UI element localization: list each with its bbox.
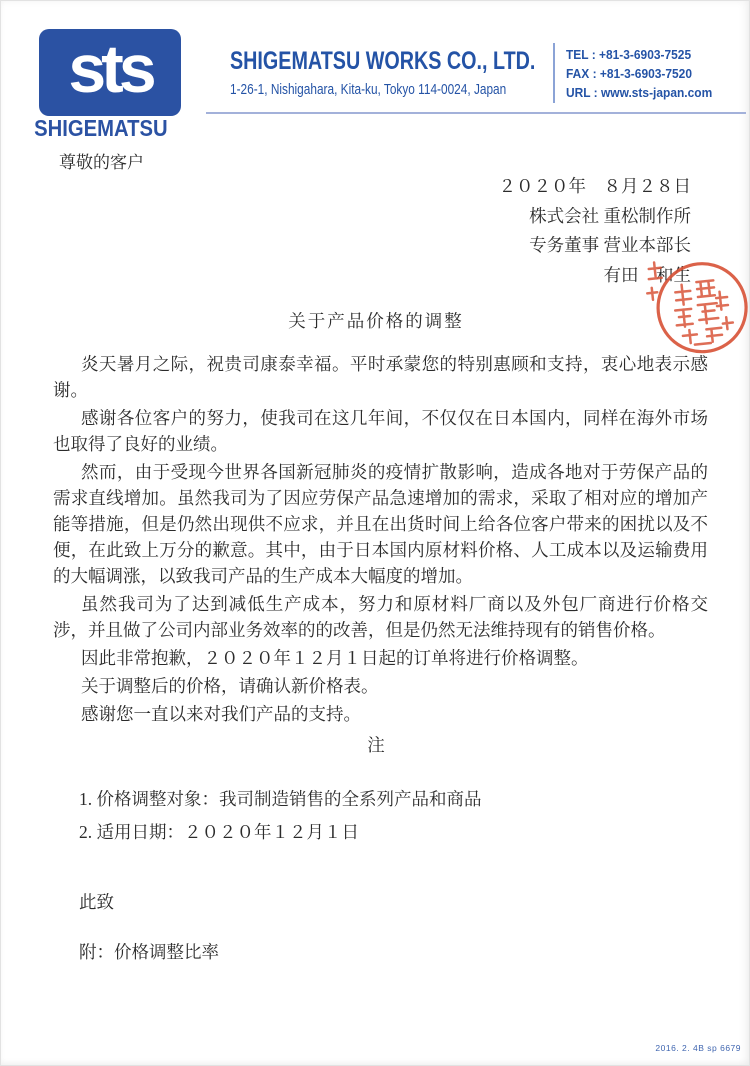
company-address: 1-26-1, Nishigahara, Kita-ku, Tokyo 114-0024, Japan — [230, 81, 507, 98]
sender-title: 专务董事 营业本部长 — [529, 235, 691, 255]
header-rule — [206, 112, 746, 114]
paragraph: 关于调整后的价格，请确认新价格表。 — [81, 676, 379, 696]
contact-fax: FAX : +81-3-6903-7520 — [566, 66, 692, 81]
sts-logo — [39, 29, 181, 116]
note-item: 1. 价格调整对象：我司制造销售的全系列产品和商品 — [79, 789, 482, 809]
footer-print-code: 2016. 2. 4B sp 6679 — [655, 1043, 741, 1053]
letter-date: ２０２０年 ８月２８日 — [498, 176, 691, 196]
note-item: 2. 适用日期：２０２０年１２月１日 — [79, 821, 359, 842]
paragraph: 然而，由于受现今世界各国新冠肺炎的疫情扩散影响，造成各地对于劳保产品的需求直线增加。虽然我司为了因应劳保产品急速增加的需求，采取了相对应的增加产能等措施，但是仍然出现供不应求，并且在出货时间上给各位客户带来的困扰以及不便，在此致上万分的歉意。其中，由于日本国内原材料价格、人工成本以及运输费用的大幅调涨，以致我司产品的生产成本大幅度的增加。 — [53, 462, 708, 586]
paragraph: 炎天暑月之际，祝贵司康泰幸福。平时承蒙您的特别惠顾和支持，衷心地表示感谢。 — [53, 354, 708, 400]
note-heading: 注 — [367, 735, 385, 755]
contact-url: URL : www.sts-japan.com — [566, 85, 713, 100]
letter-body — [53, 351, 708, 729]
logo-caption: SHIGEMATSU — [34, 115, 168, 141]
header-vertical-divider — [553, 43, 555, 103]
paragraph: 感谢各位客户的努力，使我司在这几年间，不仅仅在日本国内，同样在海外市场也取得了良好的业绩。 — [53, 408, 708, 454]
sender-name: 有田 和生 — [603, 264, 691, 285]
paragraph: 感谢您一直以来对我们产品的支持。 — [81, 704, 361, 724]
contact-tel: TEL : +81-3-6903-7525 — [566, 47, 692, 62]
paragraph: 因此非常抱歉，２０２０年１２月１日起的订单将进行价格调整。 — [81, 648, 589, 668]
sender-company: 株式会社 重松制作所 — [529, 205, 691, 226]
attachment-note: 附：价格调整比率 — [79, 942, 219, 962]
sts-logo-text: sts — [68, 30, 152, 107]
note-list — [79, 783, 482, 848]
company-name: SHIGEMATSU WORKS CO., LTD. — [230, 47, 536, 75]
letter-subject: 关于产品价格的调整 — [288, 311, 464, 331]
contact-block — [566, 45, 712, 102]
closing: 此致 — [79, 892, 114, 912]
salutation: 尊敬的客户 — [59, 153, 144, 172]
paragraph: 虽然我司为了达到减低生产成本，努力和原材料厂商以及外包厂商进行价格交涉，并且做了公司内部业务效率的的改善，但是仍然无法维持现有的销售价格。 — [53, 594, 708, 640]
